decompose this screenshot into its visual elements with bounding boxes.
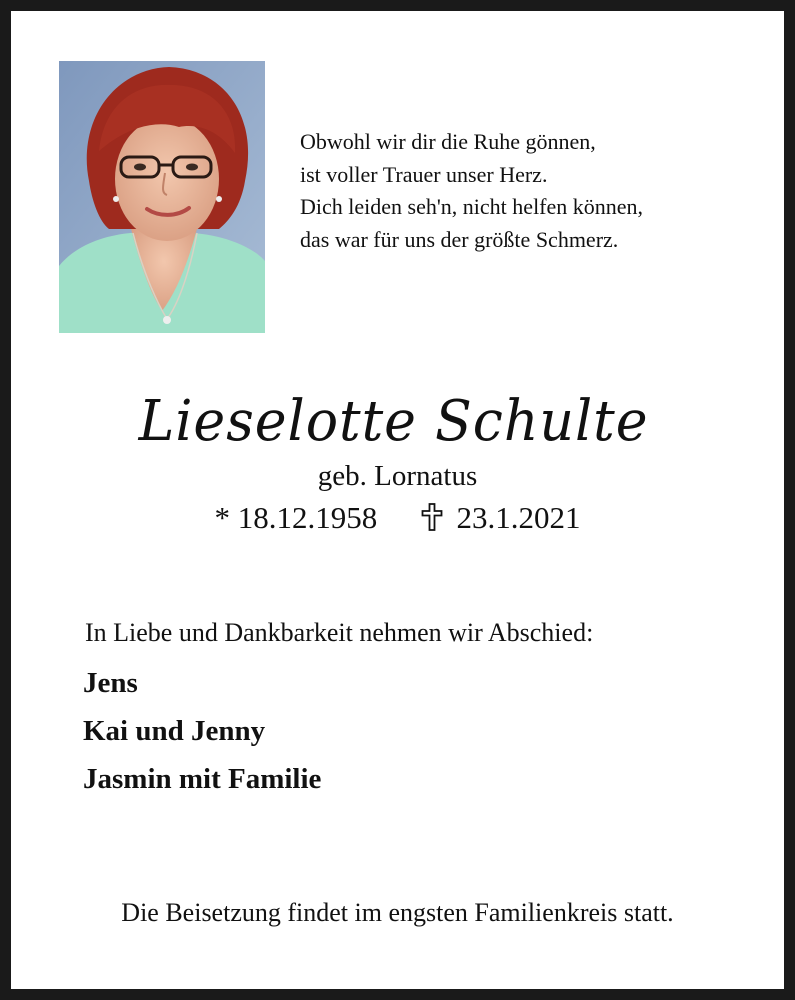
deceased-name-text: Lieselotte Schulte [138, 389, 649, 454]
poem [300, 126, 643, 256]
poem-line: Obwohl wir dir die Ruhe gönnen, [300, 129, 596, 154]
poem-line: Dich leiden seh'n, nicht helfen können, [300, 194, 644, 219]
maiden-name: geb. Lornatus [317, 460, 478, 492]
birth-date: 18.12.1958 [237, 500, 378, 535]
funeral-note: Die Beisetzung findet im engsten Familienkreis statt. [121, 898, 674, 927]
poem-line: ist voller Trauer unser Herz. [300, 161, 548, 187]
birth-symbol: * [214, 500, 230, 535]
portrait-photo [59, 61, 265, 333]
farewell-intro: In Liebe und Dankbarkeit nehmen wir Abschied: [85, 618, 594, 647]
mourner: Jasmin mit Familie [83, 763, 322, 795]
mourner: Jens [83, 667, 138, 699]
mourners-list [83, 659, 321, 803]
deceased-name [0, 382, 795, 462]
cross-icon [421, 503, 443, 531]
poem-line: das war für uns der größte Schmerz. [300, 226, 619, 252]
life-dates [0, 497, 795, 539]
mourner: Kai und Jenny [83, 715, 266, 747]
death-date: 23.1.2021 [456, 500, 581, 535]
